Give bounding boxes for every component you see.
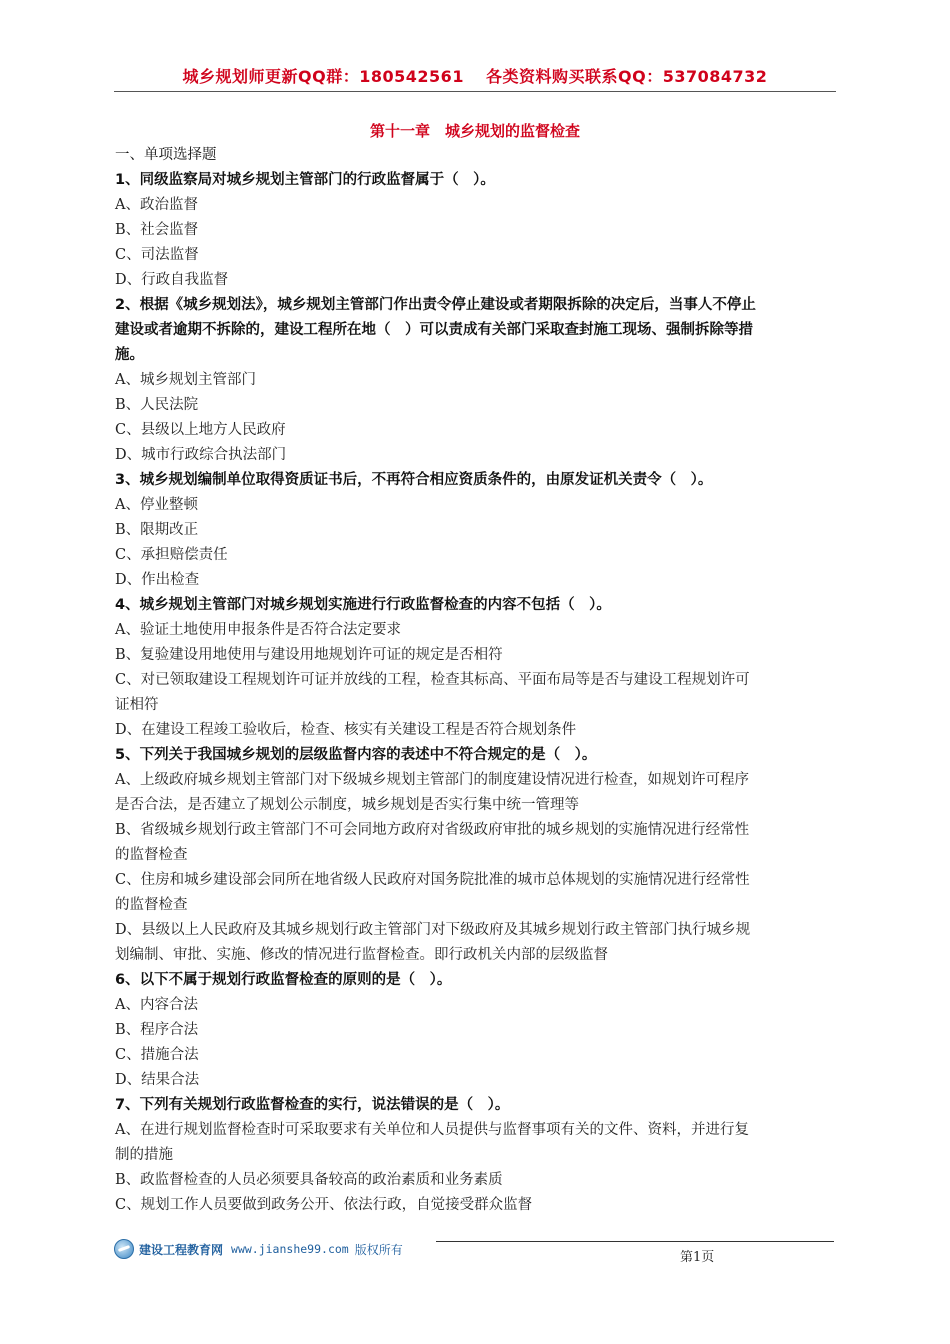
question-block [115,293,837,468]
answer-option: B、限期改正 [115,522,199,538]
answer-option: C、司法监督 [115,247,199,263]
answer-option: C、措施合法 [115,1047,199,1063]
top-banner [0,64,950,87]
answer-option: 的监督检查 [115,897,188,913]
answer-option: 是否合法，是否建立了规划公示制度，城乡规划是否实行集中统一管理等 [115,797,579,813]
question-text: 2、根据《城乡规划法》，城乡规划主管部门作出责令停止建设或者期限拆除的决定后，当事人不停止 [115,297,756,313]
question-text: 建设或者逾期不拆除的，建设工程所在地（ ）可以责成有关部门采取查封施工现场、强制拆除等措 [115,322,753,338]
question-text: 施。 [115,347,144,363]
answer-option: A、验证土地使用申报条件是否符合法定要求 [115,622,401,638]
question-text: 4、城乡规划主管部门对城乡规划实施进行行政监督检查的内容不包括（ ）。 [115,597,611,613]
answer-option: C、县级以上地方人民政府 [115,422,286,438]
banner-right-text: 各类资料购买联系QQ：537084732 [486,67,768,86]
question-block [115,168,837,293]
page-number: 第1页 [680,1250,715,1265]
answer-option: D、作出检查 [115,572,200,588]
questions-container [115,168,837,1218]
answer-option: A、城乡规划主管部门 [115,372,256,388]
answer-option: 制的措施 [115,1147,173,1163]
answer-option: D、城市行政综合执法部门 [115,447,287,463]
footer-rights: 版权所有 [354,1242,403,1257]
question-block [115,968,837,1093]
answer-option: D、县级以上人民政府及其城乡规划行政主管部门对下级政府及其城乡规划行政主管部门执行城乡规 [115,922,751,938]
footer-divider [436,1241,834,1242]
answer-option: 证相符 [115,697,159,713]
answer-option: B、省级城乡规划行政主管部门不可会同地方政府对省级政府审批的城乡规划的实施情况进行经常性 [115,822,750,838]
answer-option: B、人民法院 [115,397,199,413]
question-text: 6、以下不属于规划行政监督检查的原则的是（ ）。 [115,972,452,988]
answer-option: C、对已领取建设工程规划许可证并放线的工程，检查其标高、平面布局等是否与建设工程规划许可 [115,672,750,688]
answer-option: B、政监督检查的人员必须要具备较高的政治素质和业务素质 [115,1172,503,1188]
answer-option: A、内容合法 [115,997,198,1013]
question-text: 1、同级监察局对城乡规划主管部门的行政监督属于（ ）。 [115,172,495,188]
question-block [115,468,837,593]
answer-option: A、在进行规划监督检查时可采取要求有关单位和人员提供与监督事项有关的文件、资料，并进行复 [115,1122,749,1138]
question-text: 5、下列关于我国城乡规划的层级监督内容的表述中不符合规定的是（ ）。 [115,747,597,763]
footer-url[interactable]: www.jianshe99.com [231,1242,349,1256]
answer-option: A、上级政府城乡规划主管部门对下级城乡规划主管部门的制度建设情况进行检查，如规划许可程序 [115,772,749,788]
answer-option: A、停业整顿 [115,497,198,513]
answer-option: D、结果合法 [115,1072,200,1088]
footer-logo [114,1239,403,1259]
answer-option: C、住房和城乡建设部会同所在地省级人民政府对国务院批准的城市总体规划的实施情况进行经常性 [115,872,750,888]
question-block [115,593,837,743]
answer-option: C、规划工作人员要做到政务公开、依法行政，自觉接受群众监督 [115,1197,533,1213]
answer-option: 划编制、审批、实施、修改的情况进行监督检查。即行政机关内部的层级监督 [115,947,608,963]
answer-option: D、行政自我监督 [115,272,229,288]
answer-option: 的监督检查 [115,847,188,863]
chapter-title: 第十一章 城乡规划的监督检查 [369,122,580,140]
answer-option: C、承担赔偿责任 [115,547,228,563]
section-heading: 一、单项选择题 [115,147,217,163]
answer-option: B、社会监督 [115,222,199,238]
answer-option: B、复验建设用地使用与建设用地规划许可证的规定是否相符 [115,647,503,663]
answer-option: D、在建设工程竣工验收后，检查、核实有关建设工程是否符合规划条件 [115,722,577,738]
question-list [115,143,837,1218]
question-text: 7、下列有关规划行政监督检查的实行，说法错误的是（ ）。 [115,1097,510,1113]
question-block [115,743,837,968]
footer-brand: 建设工程教育网 [139,1242,224,1257]
banner-left-text: 城乡规划师更新QQ群：180542561 [182,67,464,86]
question-text: 3、城乡规划编制单位取得资质证书后，不再符合相应资质条件的，由原发证机关责令（ ）。 [115,472,713,488]
answer-option: B、程序合法 [115,1022,199,1038]
header-divider [114,91,836,92]
globe-logo-icon [114,1239,134,1259]
answer-option: A、政治监督 [115,197,198,213]
question-block [115,1093,837,1218]
